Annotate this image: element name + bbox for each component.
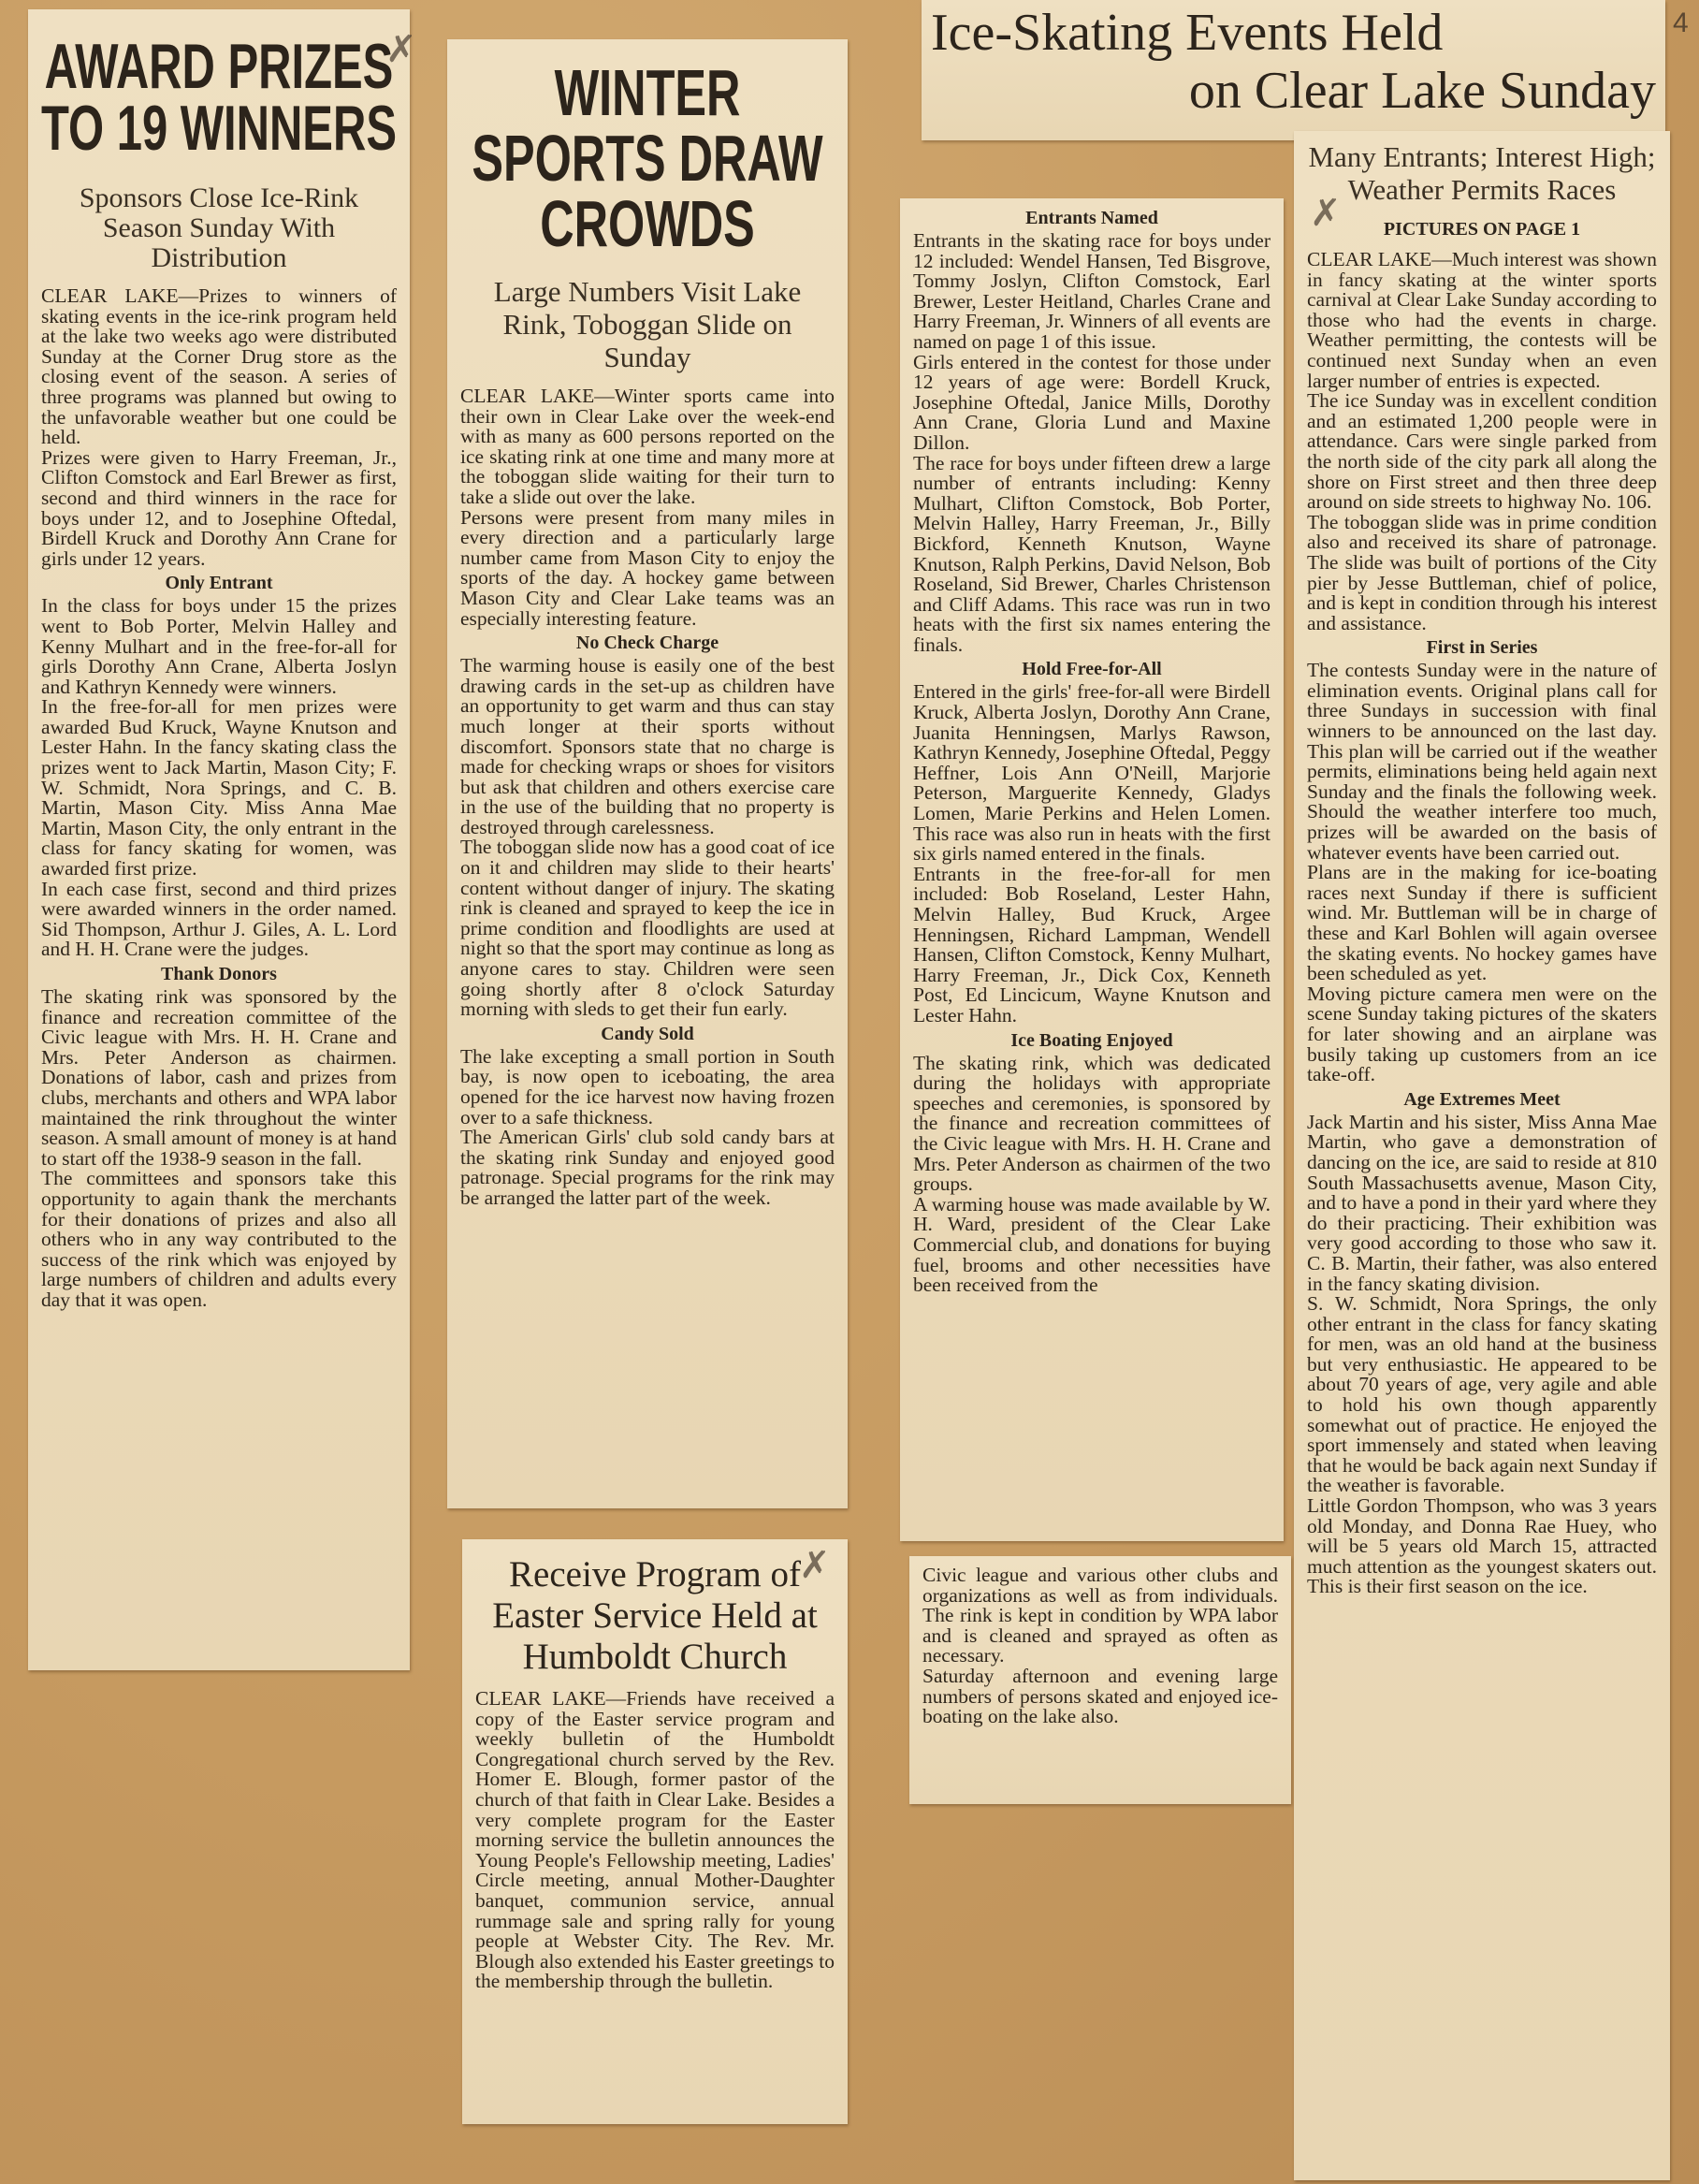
headline: Receive Program of Easter Service Held at Humboldt Church	[492, 1554, 818, 1677]
paragraph: The skating rink was sponsored by the finance and recreation committee of the Civic league with Mrs. H. H. Crane and Mrs. Peter Anderson as chairmen. Donations of labor, cash and prizes from clubs, merchants and others and WPA labor maintained the rink throughout the winter season. A small amount of money is at hand to start off the 1938-9 season in the fall. The committees and sponsors take this opportunity to again thank the merchants for their donations of prizes and also all others who in any way contributed to the success of the rink which was enjoyed by large numbers of children and adults every day that it was open.	[41, 985, 397, 1311]
paragraph: The lake excepting a small portion in South bay, is now open to iceboating, the area opened for the ice harvest now having frozen over to a safe thickness. The American Girls' club sold candy bars at the skating rink Sunday and enjoyed good patronage. Special programs for the rink may be arranged the latter part of the week.	[460, 1044, 835, 1209]
subhead: Age Extremes Meet	[1403, 1088, 1561, 1110]
paragraph: CLEAR LAKE—Prizes to winners of skating events in the ice-rink program held at the lake two weeks ago were distributed Sunday at the Corner Drug store as the closing event of the season. A series of three programs was planned but owing to the unfavorable weather but one could be held. Prizes were given to Harry Freeman, Jr., Clifton Comstock and Earl Brewer as first, second and third winners in the race for boys under 12, and to Josephine Oftedal, Birdell Kruck and Dorothy Ann Crane for girls under 12 years.	[41, 284, 397, 570]
deck: Sponsors Close Ice-Rink Season Sunday With Distribution	[79, 182, 359, 273]
subhead: No Check Charge	[575, 633, 719, 654]
article-ice-skating-col1-continued	[909, 1556, 1291, 1804]
paragraph: In the class for boys under 15 the prizes went to Bob Porter, Melvin Halley and Kenny Mulhart and in the free-for-all for girls Dorothy Ann Crane, Alberta Joslyn and Kathryn Kennedy were winners. In the free-for-all for men prizes were awarded Bud Kruck, Wayne Knutson and Lester Hahn. In the fancy skating class the prizes went to Jack Martin, Mason City; F. W. Schmidt, Nora Springs, and C. B. Martin, Mason City. Miss Anna Mae Martin, Mason City, the only entrant in the class for fancy skating for women, was awarded first prize. In each case first, second and third prizes were awarded winners in the order named. Sid Thompson, Arthur J. Giles, A. L. Lord and H. H. Crane were the judges.	[41, 594, 397, 961]
article-winter-sports	[447, 39, 848, 1508]
paragraph: CLEAR LAKE—Winter sports came into their own in Clear Lake over the week-end with as many as 600 persons reported on the ice skating rink at one time and many more at the toboggan slide waiting for their turn to take a slide out over the lake. Persons were present from many miles in every direction and a particularly large number came from Mason City to enjoy the sports of the day. A hockey game between Mason City and Clear Lake teams was an especially interesting feature.	[460, 385, 835, 630]
headline: WINTER SPORTS DRAW CROWDS	[472, 56, 823, 260]
subhead: Only Entrant	[165, 573, 273, 594]
page-number: 4	[1673, 7, 1689, 38]
headline-line-2: on Clear Lake Sunday	[1188, 62, 1656, 120]
paragraph: Entrants in the skating race for boys under 12 included: Wendel Hansen, Ted Bisgrove, Tommy Joslyn, Clifton Comstock, Earl Brewer, Lester Heitland, Charles Crane and Harry Freeman, Jr. Winners of all events are named on page 1 of this issue. Girls entered in the contest for those under 12 years of age were: Bordell Kruck, Josephine Oftedal, Janice Mills, Dorothy Ann Crane, Gloria Lund and Maxine Dillon. The race for boys under fifteen drew a large number of entrants including: Kenny Mulhart, Clifton Comstock, Bob Porter, Melvin Halley, Harry Freeman, Jr., Billy Bickford, Kenneth Knutson, Wayne Knutson, Ralph Perkins, David Nelson, Bob Roseland, Sid Brewer, Charles Christenson and Cliff Adams. This race was run in two heats with the first six names entering the finals.	[913, 229, 1271, 656]
deck: Large Numbers Visit Lake Rink, Toboggan Slide on Sunday	[493, 275, 802, 373]
pencil-mark-icon: ✗	[799, 1545, 831, 1586]
paragraph: The contests Sunday were in the nature of elimination events. Original plans call for three Sundays in succession with final winners to be announced on the last day. This plan will be carried out if the weather permits, eliminations being held again next Sunday and the finals the following week. Should the weather interfere too much, prizes will be awarded on the basis of whatever events have been carried out. Plans are in the making for ice-boating races next Sunday if there is sufficient wind. Mr. Buttleman will be in charge of these and Karl Bohlen will again oversee the skating events. No hockey games have been scheduled as yet. Moving picture camera men were on the scene Sunday taking pictures of the skaters for later showing and an airplane was busily taking up customers from an ice take-off.	[1307, 659, 1657, 1086]
paragraph: Civic league and various other clubs and organizations as well as from individuals. The rink is kept in condition by WPA labor and is cleaned and sprayed as often as necessary. Saturday afternoon and evening large numbers of persons skated and enjoyed ice-boating on the lake also.	[922, 1564, 1278, 1728]
paragraph: CLEAR LAKE—Much interest was shown in fancy skating at the winter sports carnival at Clear Lake Sunday according to those who had the events in charge. Weather permitting, the contests will be continued next Sunday when an even larger number of entries is expected. The ice Sunday was in excellent condition and an estimated 1,200 people were in attendance. Cars were single parked from the north side of the city park all along the shore on First street and then three deep around on side streets to highway No. 106. The toboggan slide was in prime condition also and received its share of patronage. The slide was built of portions of the City pier by Jesse Buttleman, chief of police, and is kept in condition through his interest and assistance.	[1307, 248, 1657, 634]
subhead: Entrants Named	[1025, 208, 1158, 228]
article-ice-skating-col1	[900, 198, 1284, 1541]
headline-line-1: Ice-Skating Events Held	[931, 4, 1444, 62]
subhead: Candy Sold	[601, 1023, 694, 1044]
deck: Many Entrants; Interest High; Weather Permits Races	[1308, 140, 1656, 206]
pencil-mark-icon: ✗	[1310, 193, 1342, 234]
subhead: Ice Boating Enjoyed	[1010, 1029, 1173, 1051]
pictures-note: PICTURES ON PAGE 1	[1383, 219, 1581, 240]
subhead: First in Series	[1426, 637, 1538, 659]
paragraph: Jack Martin and his sister, Miss Anna Mae Martin, who gave a demonstration of dancing on the ice, are said to reside at 810 South Massachusetts avenue, Mason City, and to have a pond in their yard where they do their practicing. Their exhibition was very good according to those who saw it. C. B. Martin, their father, was also entered in the fancy skating division. S. W. Schmidt, Nora Springs, the only other entrant in the class for fancy skating for men, was an old hand at the business but very enthusiastic. He appeared to be about 70 years of age, very agile and able to hold his own though apparently somewhat out of practice. He enjoyed the sport immensely and stated when leaving that he would be back again next Sunday if the weather is favorable. Little Gordon Thompson, who was 3 years old Monday, and Donna Rae Huey, who will be 5 years old March 15, attracted much attention as the youngest skaters out. This is their first season on the ice.	[1307, 1110, 1657, 1598]
paragraph: Entered in the girls' free-for-all were Birdell Kruck, Alberta Joslyn, Dorothy Ann Crane, Juanita Henningsen, Marlys Rawson, Kathryn Kennedy, Josephine Oftedal, Peggy Heffner, Lois Ann O'Neill, Marjorie Peterson, Marguerite Kennedy, Gladys Lomen, Marie Perkins and Helen Lomen. This race was also run in heats with the first six girls named entered in the finals. Entrants in the free-for-all for men included: Bob Roseland, Lester Hahn, Melvin Halley, Bud Kruck, Argee Henningsen, Richard Lampman, Wendell Hansen, Clifton Comstock, Kenny Mulhart, Harry Freeman, Jr., Dick Cox, Kenneth Post, Ed Lincicum, Wayne Knutson and Lester Hahn.	[913, 680, 1271, 1026]
paragraph: The warming house is easily one of the best drawing cards in the set-up as children have an opportunity to get warm and thus can stay much longer at their sports without discomfort. Sponsors state that no charge is made for checking wraps or shoes for visitors but ask that children and others exercise care in the use of the building that no property is destroyed through carelessness. The toboggan slide now has a good coat of ice on it and children may slide to their hearts' content without danger of injury. The skating rink is cleaned and sprayed to keep the ice in prime condition and floodlights are used at night so that the sport may continue as long as anyone cares to stay. Children were seen going shortly after 8 o'clock Saturday morning with sleds to get their fun early.	[460, 654, 835, 1021]
paragraph: CLEAR LAKE—Friends have received a copy of the Easter service program and weekly bulletin of the Humboldt Congregational church served by the Rev. Homer E. Blough, former pastor of the church of that faith in Clear Lake. Besides a very complete program for the Easter morning service the bulletin announces the Young People's Fellowship meeting, Ladies' Circle meeting, annual Mother-Daughter banquet, communion service, annual rummage sale and spring rally for young people at Webster City. The Rev. Mr. Blough also extended his Easter greetings to the membership through the bulletin.	[475, 1687, 835, 1993]
article-award-prizes	[28, 9, 410, 1670]
article-ice-skating-col2	[1294, 131, 1670, 2180]
subhead: Hold Free-for-All	[1022, 659, 1162, 680]
article-easter-service	[462, 1539, 848, 2124]
article-ice-skating-headline	[922, 0, 1665, 140]
subhead: Thank Donors	[161, 964, 277, 984]
headline: AWARD PRIZES TO 19 WINNERS	[41, 31, 397, 164]
paragraph: The skating rink, which was dedicated during the holidays with appropriate speeches and ceremonies, is sponsored by the finance and recreation committees of the Civic league with Mrs. H. H. Crane and Mrs. Peter Anderson as chairmen of the two groups. A warming house was made available by W. H. Ward, president of the Clear Lake Commercial club, and donations for buying fuel, brooms and other necessities have been received from the	[913, 1051, 1271, 1297]
pencil-mark-icon: ✗	[385, 29, 417, 70]
